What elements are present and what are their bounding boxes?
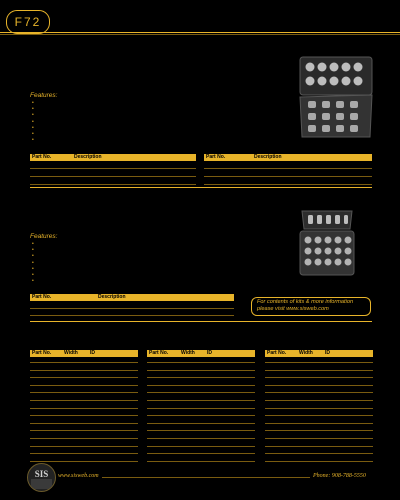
- col-part-no: Part No.: [149, 350, 169, 356]
- table-row: [265, 446, 373, 447]
- table-row: [30, 423, 138, 424]
- features-list-1: [31, 100, 36, 143]
- table-row: [265, 385, 373, 386]
- info-callout[interactable]: [251, 297, 371, 316]
- table-row: [147, 377, 255, 378]
- table-row: [204, 176, 372, 177]
- feature-bullet: [31, 112, 36, 118]
- col-width: Width: [181, 350, 195, 356]
- col-part-no: Part No.: [32, 294, 52, 300]
- table-row: [30, 385, 138, 386]
- col-id: ID: [207, 350, 212, 356]
- feature-bullet: [31, 253, 36, 259]
- col-description: Description: [254, 154, 282, 160]
- table-row: [147, 461, 255, 462]
- table-row: [265, 377, 373, 378]
- company-logo: [27, 463, 56, 492]
- table-row: [30, 430, 138, 431]
- feature-bullet: [31, 137, 36, 143]
- table-row: [30, 308, 234, 309]
- kit-image-2: [298, 209, 356, 277]
- table-row: [147, 415, 255, 416]
- kit-image-1: [298, 55, 374, 139]
- table-row: [30, 362, 138, 363]
- feature-bullet: [31, 260, 36, 266]
- col-width: Width: [299, 350, 313, 356]
- table-row: [30, 370, 138, 371]
- table-row: [265, 392, 373, 393]
- table-row: [30, 377, 138, 378]
- col-description: Description: [98, 294, 126, 300]
- table-row: [204, 168, 372, 169]
- features-title-2: Features:: [30, 233, 58, 240]
- table-row: [30, 461, 138, 462]
- table-row: [265, 423, 373, 424]
- info-line-1: For contents of kits & more information: [257, 299, 354, 305]
- col-id: ID: [90, 350, 95, 356]
- table-row: [147, 423, 255, 424]
- col-part-no: Part No.: [32, 154, 52, 160]
- table-row: [30, 438, 138, 439]
- table-row: [30, 168, 196, 169]
- table-row: [30, 415, 138, 416]
- features-title-1: Features:: [30, 92, 58, 99]
- size-table-header-3: [265, 350, 373, 357]
- size-table-header-1: [30, 350, 138, 357]
- logo-text: SIS: [34, 469, 49, 479]
- table-row: [265, 362, 373, 363]
- parts-table-header-1b: [204, 154, 372, 161]
- table-row: [147, 430, 255, 431]
- table-row: [30, 400, 138, 401]
- page-code-badge: F72: [6, 10, 50, 34]
- feature-bullet: [31, 119, 36, 125]
- info-line-2: please visit www.sisweb.com: [257, 305, 329, 312]
- table-row: [30, 176, 196, 177]
- col-id: ID: [325, 350, 330, 356]
- table-row: [265, 453, 373, 454]
- col-description: Description: [74, 154, 102, 160]
- table-row: [147, 400, 255, 401]
- section-divider-1: [30, 187, 372, 188]
- header-rule: [0, 32, 400, 33]
- table-row: [30, 392, 138, 393]
- col-part-no: Part No.: [267, 350, 287, 356]
- table-row: [147, 438, 255, 439]
- table-row: [265, 408, 373, 409]
- parts-table-header-1a: [30, 154, 196, 161]
- table-row: [265, 370, 373, 371]
- parts-table-header-2: [30, 294, 234, 301]
- table-row: [30, 408, 138, 409]
- footer-website[interactable]: www.sisweb.com: [58, 473, 102, 479]
- table-row: [147, 446, 255, 447]
- table-row: [147, 362, 255, 363]
- table-row: [265, 415, 373, 416]
- col-part-no: Part No.: [32, 350, 52, 356]
- table-row: [30, 315, 234, 316]
- table-row: [147, 385, 255, 386]
- footer-phone: Phone: 908-788-5550: [310, 473, 366, 479]
- header-rule-secondary: [0, 34, 400, 35]
- table-row: [30, 184, 196, 185]
- feature-bullet: [31, 278, 36, 284]
- col-width: Width: [64, 350, 78, 356]
- table-row: [265, 461, 373, 462]
- section-divider-2: [30, 321, 372, 322]
- table-row: [147, 453, 255, 454]
- features-list-2: [31, 241, 36, 284]
- table-row: [30, 446, 138, 447]
- size-table-header-2: [147, 350, 255, 357]
- table-row: [147, 408, 255, 409]
- table-row: [265, 438, 373, 439]
- table-row: [204, 184, 372, 185]
- table-row: [147, 370, 255, 371]
- table-row: [265, 430, 373, 431]
- table-row: [265, 400, 373, 401]
- col-part-no: Part No.: [206, 154, 226, 160]
- table-row: [147, 392, 255, 393]
- table-row: [30, 453, 138, 454]
